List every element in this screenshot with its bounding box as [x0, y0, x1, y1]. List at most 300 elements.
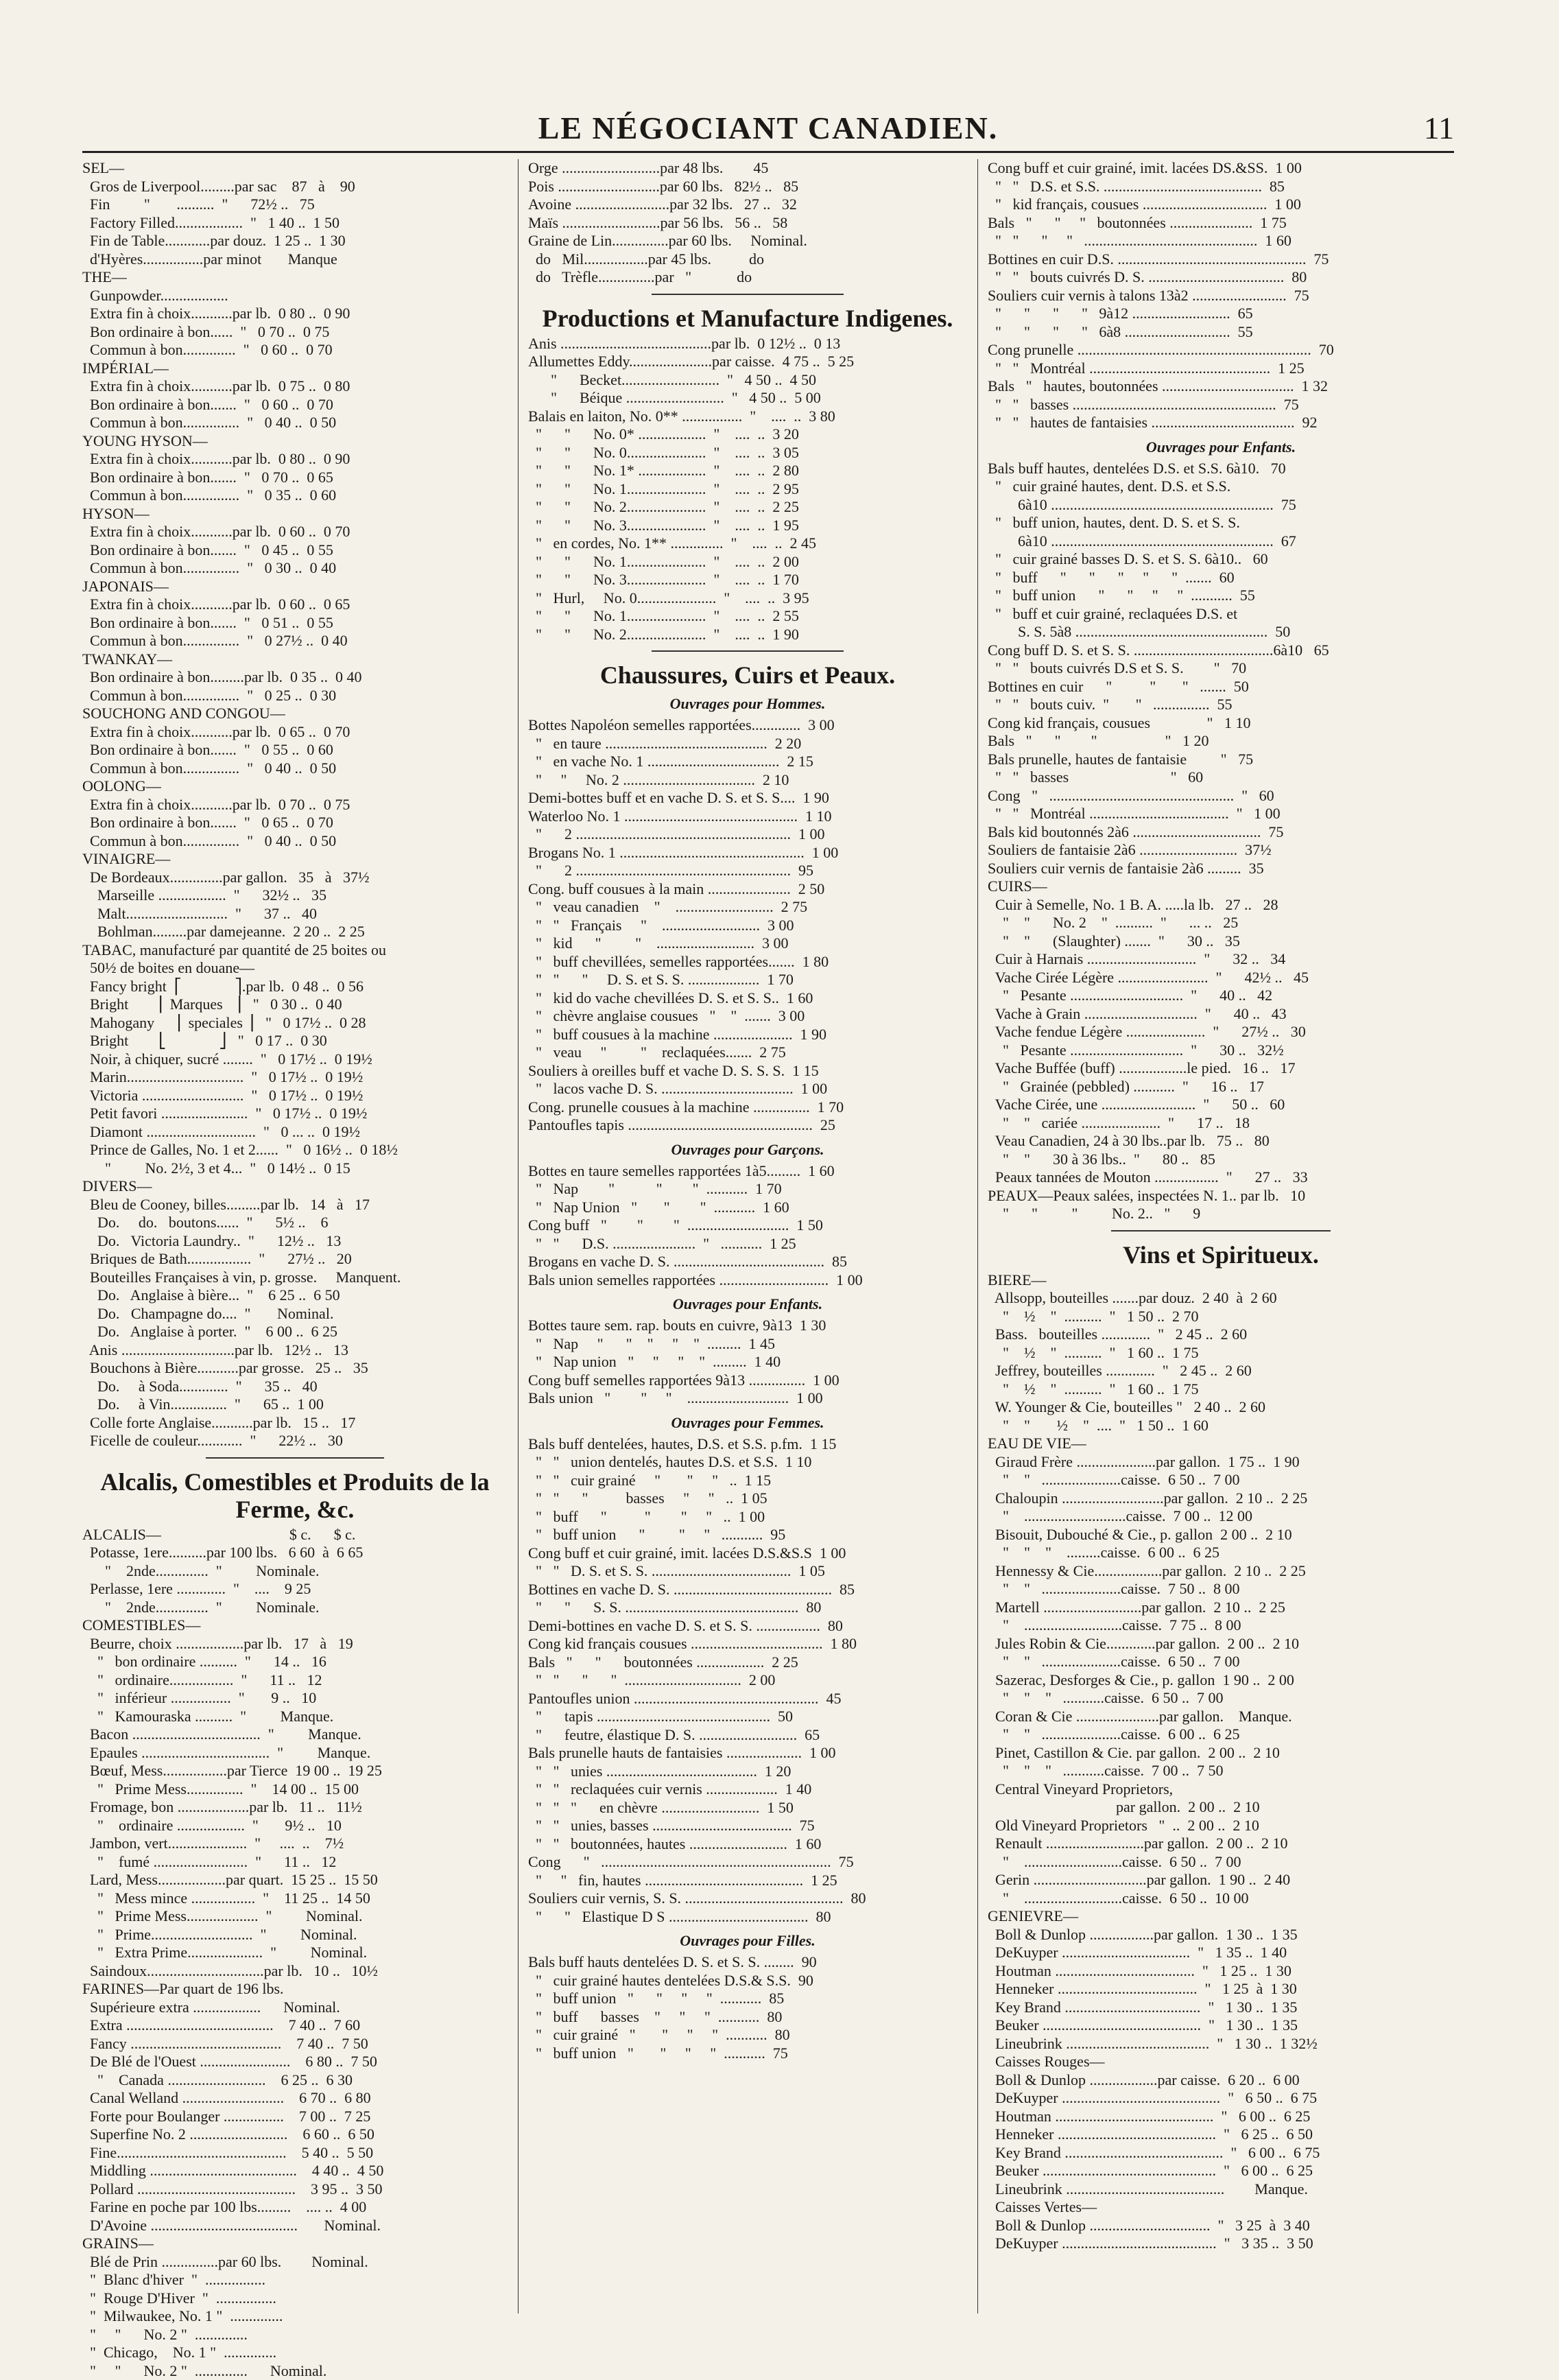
price-line: Marseille .................. " 32½ .. 35 [82, 886, 508, 905]
price-list-cuirs [988, 877, 1454, 1223]
price-line: Beurre, choix ..................par lb. 17 à 19 [82, 1635, 508, 1653]
price-line: OOLONG— [82, 777, 508, 796]
price-list-genievre [988, 1907, 1454, 2253]
price-line: " " ½ " .... " 1 50 .. 1 60 [988, 1417, 1454, 1435]
price-line: " " .....................caisse. 6 50 .. 7 00 [988, 1653, 1454, 1671]
price-line: Bœuf, Mess.................par Tierce 19 00 .. 19 25 [82, 1762, 508, 1780]
price-line: Jambon, vert..................... " .... .. 7½ [82, 1835, 508, 1853]
price-line: Fin de Table............par douz. 1 25 .. 1 30 [82, 232, 508, 250]
price-line: " " No. 1..................... " .... .. 2 55 [528, 607, 967, 626]
price-line: " " " en chèvre .......................... 1 50 [528, 1799, 967, 1817]
price-line: Bals " " " boutonnées ...................... 1 75 [988, 214, 1454, 233]
price-line: Bright ⎣ ⎦ " 0 17 .. 0 30 [82, 1032, 508, 1050]
price-line: " Béique .......................... " 4 50 .. 5 00 [528, 389, 967, 408]
price-line: Gunpowder.................. [82, 287, 508, 305]
price-line: Epaules .................................. " Manque. [82, 1744, 508, 1763]
price-line: Gerin ..............................par gallon. 1 90 .. 2 40 [988, 1871, 1454, 1889]
price-line: " " " No. 2.. " 9 [988, 1205, 1454, 1223]
price-line: Jeffrey, bouteilles ............. " 2 45 .. 2 60 [988, 1362, 1454, 1380]
price-line: " buff " " " " " ....... 60 [988, 569, 1454, 587]
price-line: Saindoux...............................par lb. 10 .. 10½ [82, 1962, 508, 1981]
price-line: " ½ " .......... " 1 60 .. 1 75 [988, 1380, 1454, 1399]
price-line: " kid français, cousues ................................. 1 00 [988, 196, 1454, 214]
price-line: " " cuir grainé " " " .. 1 15 [528, 1472, 967, 1490]
price-line: " " " " .............................................. 1 60 [988, 232, 1454, 250]
price-line: " Prime Mess............... " 14 00 .. 15 00 [82, 1780, 508, 1799]
price-line: Commun à bon............... " 0 40 .. 0 50 [82, 414, 508, 432]
price-line: YOUNG HYSON— [82, 432, 508, 451]
price-list-productions [528, 335, 967, 644]
price-line: " " Montréal ..................................... " 1 00 [988, 805, 1454, 823]
price-line: Bottines en cuir D.S. .................................................. 75 [988, 250, 1454, 269]
section-rule [1111, 1230, 1331, 1232]
price-line: Commun à bon............... " 0 27½ .. 0 40 [82, 632, 508, 650]
price-line: COMESTIBLES— [82, 1616, 508, 1635]
price-line: EAU DE VIE— [988, 1435, 1454, 1453]
price-line: Bottes taure sem. rap. bouts en cuivre, 9à13 1 30 [528, 1317, 967, 1335]
price-line: Bohlman.........par damejeanne. 2 20 .. 2 25 [82, 923, 508, 941]
price-line: " Blanc d'hiver " ................ [82, 2271, 508, 2289]
price-line: 6à10 ........................................................... 67 [988, 532, 1454, 551]
price-line: " fumé ......................... " 11 .. 12 [82, 1853, 508, 1872]
price-line: Commun à bon............... " 0 40 .. 0 50 [82, 759, 508, 778]
column-2 [528, 159, 967, 2062]
price-line: " " No. 1* .................. " .... .. 2 80 [528, 462, 967, 480]
subheading-men: Ouvrages pour Hommes. [528, 694, 967, 714]
price-line: Caisses Rouges— [988, 2053, 1454, 2071]
price-line: Extra fin à choix...........par lb. 0 80 .. 0 90 [82, 305, 508, 323]
price-line: Bottes en taure semelles rapportées 1à5......... 1 60 [528, 1162, 967, 1181]
price-line: Potasse, 1ere..........par 100 lbs. 6 60 à 6 65 [82, 1544, 508, 1562]
price-line: Bon ordinaire à bon....... " 0 65 .. 0 70 [82, 814, 508, 832]
price-line: Renault ..........................par gallon. 2 00 .. 2 10 [988, 1835, 1454, 1853]
price-line: Vache Buffée (buff) ..................le pied. 16 .. 17 [988, 1059, 1454, 1078]
price-line: FARINES—Par quart de 196 lbs. [82, 1980, 508, 1999]
price-line: Beuker .......................................... " 1 30 .. 1 35 [988, 2016, 1454, 2035]
price-line: Malt........................... " 37 .. 40 [82, 905, 508, 923]
price-line: Do. Champagne do.... " Nominal. [82, 1305, 508, 1323]
price-line: " " No. 2 " .............. [82, 2326, 508, 2344]
price-line: Souliers de fantaisie 2à6 .......................... 37½ [988, 841, 1454, 860]
price-line: " " No. 3..................... " .... .. 1 70 [528, 571, 967, 589]
price-line: TABAC, manufacturé par quantité de 25 boites ou [82, 941, 508, 960]
price-line: Anis ........................................par lb. 0 12½ .. 0 13 [528, 335, 967, 353]
price-line: " " 30 à 36 lbs.. " 80 .. 85 [988, 1151, 1454, 1169]
price-line: Key Brand .......................................... " 6 00 .. 6 75 [988, 2144, 1454, 2163]
price-line: THE— [82, 268, 508, 287]
price-line: " ..........................caisse. 6 50 .. 10 00 [988, 1889, 1454, 1908]
price-list-eau-de-vie [988, 1435, 1454, 1907]
price-line: " kid do vache chevillées D. S. et S. S.. 1 60 [528, 989, 967, 1008]
price-line: d'Hyères................par minot Manque [82, 250, 508, 269]
price-line: Bisouit, Dubouché & Cie., p. gallon 2 00 .. 2 10 [988, 1526, 1454, 1544]
price-line: Commun à bon.............. " 0 60 .. 0 70 [82, 341, 508, 360]
price-list-grains [528, 159, 967, 287]
price-line: Caisses Vertes— [988, 2198, 1454, 2217]
price-line: Pantoufles union ................................................. 45 [528, 1690, 967, 1708]
price-line: Souliers à oreilles buff et vache D. S. S. S. 1 15 [528, 1062, 967, 1081]
price-line: " buff et cuir grainé, reclaquées D.S. et [988, 605, 1454, 624]
price-line: " 2nde.............. " Nominale. [82, 1562, 508, 1581]
price-line: De Bordeaux..............par gallon. 35 à 37½ [82, 869, 508, 887]
price-line: Bass. bouteilles ............. " 2 45 .. 2 60 [988, 1326, 1454, 1344]
price-line: " buff cousues à la machine ..................... 1 90 [528, 1026, 967, 1044]
price-line: Cong kid français, cousues " 1 10 [988, 714, 1454, 733]
price-line: " buff union " " " ........... 95 [528, 1526, 967, 1544]
subheading-girls: Ouvrages pour Filles. [528, 1931, 967, 1951]
price-line: Do. Anglaise à bière... " 6 25 .. 6 50 [82, 1286, 508, 1305]
price-line: Mahogany ⎢ speciales ⎥ " 0 17½ .. 0 28 [82, 1014, 508, 1033]
price-line: Cong " ............................................................. 75 [528, 1853, 967, 1872]
price-line: Cuir à Harnais ............................. " 32 .. 34 [988, 950, 1454, 969]
section-rule [652, 294, 844, 295]
price-line: Bals " " " " 1 20 [988, 732, 1454, 751]
price-list-boys [528, 1162, 967, 1290]
price-line: " tapis .............................................. 50 [528, 1708, 967, 1726]
price-line: Pinet, Castillon & Cie. par gallon. 2 00 .. 2 10 [988, 1744, 1454, 1763]
price-line: Graine de Lin...............par 60 lbs. Nominal. [528, 232, 967, 250]
price-line: Balais en laiton, No. 0** ................ " .... .. 3 80 [528, 408, 967, 426]
price-line: " veau " " reclaquées....... 2 75 [528, 1044, 967, 1062]
price-line: " No. 2½, 3 et 4... " 0 14½ .. 0 15 [82, 1159, 508, 1178]
price-line: " 2 ......................................................... 95 [528, 862, 967, 880]
price-line: Vache à Grain .............................. " 40 .. 43 [988, 1005, 1454, 1024]
price-line: " " " basses " " .. 1 05 [528, 1489, 967, 1508]
section-rule [206, 1457, 384, 1459]
price-line: " Prime Mess................... " Nominal. [82, 1907, 508, 1926]
price-line: Bals buff hautes, dentelées D.S. et S.S. 6à10. 70 [988, 460, 1454, 478]
price-line: BIERE— [988, 1271, 1454, 1290]
price-line: JAPONAIS— [82, 578, 508, 596]
price-line: " " Montréal ................................................ 1 25 [988, 360, 1454, 378]
price-line: Old Vineyard Proprietors " .. 2 00 .. 2 10 [988, 1817, 1454, 1835]
price-line: VINAIGRE— [82, 850, 508, 869]
price-line: Gros de Liverpool.........par sac 87 à 90 [82, 178, 508, 196]
price-line: " ½ " .......... " 1 50 .. 2 70 [988, 1308, 1454, 1326]
price-line: " ordinaire................. " 11 .. 12 [82, 1671, 508, 1690]
price-line: Do. Anglaise à porter. " 6 00 .. 6 25 [82, 1323, 508, 1341]
price-line: Boll & Dunlop .................par gallon. 1 30 .. 1 35 [988, 1926, 1454, 1944]
price-line: " " Elastique D S ..................................... 80 [528, 1908, 967, 1927]
price-line: " " " " ............................... 2 00 [528, 1671, 967, 1690]
price-line: Do. do. boutons...... " 5½ .. 6 [82, 1214, 508, 1232]
price-line: Fancy ........................................ 7 40 .. 7 50 [82, 2035, 508, 2053]
price-line: " Milwaukee, No. 1 " .............. [82, 2307, 508, 2326]
price-list-salt-tea-misc [82, 159, 508, 1450]
price-line: CUIRS— [988, 877, 1454, 896]
price-line: Henneker .......................................... " 6 25 .. 6 50 [988, 2125, 1454, 2144]
price-line: " cuir grainé hautes, dent. D.S. et S.S. [988, 478, 1454, 496]
price-line: DeKuyper .......................................... " 6 50 .. 6 75 [988, 2089, 1454, 2108]
price-line: Cong buff semelles rapportées 9à13 ............... 1 00 [528, 1371, 967, 1390]
price-line: " Pesante .............................. " 30 .. 32½ [988, 1041, 1454, 1060]
price-line: GENIEVRE— [988, 1907, 1454, 1926]
price-line: 6à10 ........................................................... 75 [988, 496, 1454, 515]
price-line: Souliers cuir vernis de fantaisie 2à6 ......... 35 [988, 860, 1454, 878]
price-line: Extra fin à choix...........par lb. 0 60 .. 0 65 [82, 596, 508, 614]
price-line: " " No. 2 ................................... 2 10 [528, 771, 967, 790]
price-line: Bon ordinaire à bon.........par lb. 0 35 .. 0 40 [82, 668, 508, 687]
price-line: Briques de Bath................. " 27½ .. 20 [82, 1250, 508, 1269]
price-line: " Becket.......................... " 4 50 .. 4 50 [528, 371, 967, 390]
column-divider [518, 159, 519, 2313]
price-line: Diamont ............................. " 0 ... .. 0 19½ [82, 1123, 508, 1142]
price-line: " Prime........................... " Nominal. [82, 1926, 508, 1944]
price-line: Fancy bright ⎡ ⎤.par lb. 0 48 .. 0 56 [82, 978, 508, 996]
price-line: " cuir grainé hautes dentelées D.S.& S.S. 90 [528, 1972, 967, 1990]
price-line: " " .....................caisse. 7 50 .. 8 00 [988, 1580, 1454, 1599]
price-line: " " No. 0..................... " .... .. 3 05 [528, 444, 967, 462]
price-line: Bals prunelle, hautes de fantaisie " 75 [988, 751, 1454, 769]
price-line: " " bouts cuiv. " " ............... 55 [988, 696, 1454, 714]
price-line: GRAINS— [82, 2235, 508, 2253]
price-line: Noir, à chiquer, sucré ........ " 0 17½ .. 0 19½ [82, 1050, 508, 1069]
price-line: Bon ordinaire à bon...... " 0 70 .. 0 75 [82, 323, 508, 342]
price-line: Allumettes Eddy......................par caisse. 4 75 .. 5 25 [528, 353, 967, 371]
price-line: " Grainée (pebbled) ........... " 16 .. 17 [988, 1078, 1454, 1096]
price-line: W. Younger & Cie, bouteilles " 2 40 .. 2 60 [988, 1398, 1454, 1417]
price-line: Bottines en vache D. S. .......................................... 85 [528, 1581, 967, 1599]
price-line: " Nap " " " ........... 1 70 [528, 1180, 967, 1199]
price-line: " " fin, hautes .......................................... 1 25 [528, 1872, 967, 1890]
price-line: " ...........................caisse. 7 00 .. 12 00 [988, 1507, 1454, 1526]
price-line: " " .....................caisse. 6 50 .. 7 00 [988, 1471, 1454, 1489]
price-line: " " D. S. et S. S. ..................................... 1 05 [528, 1562, 967, 1581]
section-heading-vins: Vins et Spiritueux. [988, 1241, 1454, 1269]
price-line: Colle forte Anglaise...........par lb. 15 .. 17 [82, 1414, 508, 1433]
price-line: Petit favori ....................... " 0 17½ .. 0 19½ [82, 1105, 508, 1123]
price-line: Pollard .......................................... 3 95 .. 3 50 [82, 2180, 508, 2199]
price-line: " en vache No. 1 ................................... 2 15 [528, 753, 967, 771]
price-line: Bals kid boutonnés 2à6 .................................. 75 [988, 823, 1454, 842]
price-line: Bals buff hauts dentelées D. S. et S. S. ........ 90 [528, 1953, 967, 1972]
price-line: SEL— [82, 159, 508, 178]
price-line: " " No. 0* .................. " .... .. 3 20 [528, 425, 967, 444]
price-line: Cong " ................................................. " 60 [988, 787, 1454, 805]
subheading-boys: Ouvrages pour Garçons. [528, 1140, 967, 1159]
price-line: Houtman .......................................... " 6 00 .. 6 25 [988, 2108, 1454, 2126]
price-line: Blé de Prin ...............par 60 lbs. Nominal. [82, 2253, 508, 2272]
price-line: " ½ " .......... " 1 60 .. 1 75 [988, 1344, 1454, 1363]
price-line: Perlasse, 1ere ............. " .... 9 25 [82, 1580, 508, 1599]
price-line: Commun à bon............... " 0 40 .. 0 50 [82, 832, 508, 851]
price-line: " Nap " " " " " ......... 1 45 [528, 1335, 967, 1354]
section-rule [652, 650, 844, 652]
price-line: par gallon. 2 00 .. 2 10 [988, 1798, 1454, 1817]
price-line: " " No. 2..................... " .... .. 2 25 [528, 498, 967, 517]
price-line: Chaloupin ...........................par gallon. 2 10 .. 2 25 [988, 1489, 1454, 1508]
price-line: Supérieure extra .................. Nominal. [82, 1999, 508, 2017]
price-line: DIVERS— [82, 1177, 508, 1196]
price-line: Extra fin à choix...........par lb. 0 65 .. 0 70 [82, 723, 508, 742]
section-heading-chaussures: Chaussures, Cuirs et Peaux. [528, 661, 967, 689]
price-line: Superfine No. 2 .......................... 6 60 .. 6 50 [82, 2125, 508, 2144]
price-line: " Chicago, No. 1 " .............. [82, 2344, 508, 2362]
price-line: " " basses ...................................................... 75 [988, 396, 1454, 414]
price-line: Martell ..........................par gallon. 2 10 .. 2 25 [988, 1599, 1454, 1617]
price-line: " " hautes de fantaisies ...................................... 92 [988, 414, 1454, 432]
price-line: " " " .........caisse. 6 00 .. 6 25 [988, 1544, 1454, 1562]
price-line: Extra fin à choix...........par lb. 0 70 .. 0 75 [82, 796, 508, 814]
price-line: Lard, Mess..................par quart. 15 25 .. 15 50 [82, 1871, 508, 1889]
price-line: " veau canadien " .......................... 2 75 [528, 898, 967, 917]
price-line: " " (Slaughter) ....... " 30 .. 35 [988, 932, 1454, 951]
price-line: " " No. 2 " .............. Nominal. [82, 2362, 508, 2380]
price-line: S. S. 5à8 ................................................... 50 [988, 623, 1454, 641]
price-line: " ..........................caisse. 6 50 .. 7 00 [988, 1853, 1454, 1872]
price-line: " buff union, hautes, dent. D. S. et S. S. [988, 514, 1454, 532]
price-line: Cong buff et cuir grainé, imit. lacées D.S.&S.S 1 00 [528, 1544, 967, 1563]
price-line: Demi-bottines en vache D. S. et S. S. ................. 80 [528, 1617, 967, 1636]
price-line: " " boutonnées, hautes .......................... 1 60 [528, 1835, 967, 1854]
price-line: " en taure ........................................... 2 20 [528, 735, 967, 753]
price-line: Vache Cirée, une ......................... " 50 .. 60 [988, 1096, 1454, 1114]
price-line: " " basses " 60 [988, 768, 1454, 787]
price-line: Bals union semelles rapportées ............................. 1 00 [528, 1271, 967, 1290]
price-line: Bottines en cuir " " " ....... 50 [988, 678, 1454, 696]
price-line: " " " ...........caisse. 7 00 .. 7 50 [988, 1762, 1454, 1780]
price-list-children [528, 1317, 967, 1408]
price-list-men [528, 716, 967, 1135]
price-line: Bleu de Cooney, billes.........par lb. 14 à 17 [82, 1196, 508, 1214]
price-line: Anis ..............................par lb. 12½ .. 13 [82, 1341, 508, 1360]
price-line: " " No. 3..................... " .... .. 1 95 [528, 517, 967, 535]
section-heading-productions: Productions et Manufacture Indigenes. [528, 305, 967, 332]
price-line: Boll & Dunlop ..................par caisse. 6 20 .. 6 00 [988, 2071, 1454, 2090]
price-line: " 2nde.............. " Nominale. [82, 1599, 508, 1617]
price-line: Henneker ..................................... " 1 25 à 1 30 [988, 1980, 1454, 1999]
price-line: " buff union " " " " ........... 85 [528, 1990, 967, 2008]
price-line: Pois ...........................par 60 lbs. 82½ .. 85 [528, 178, 967, 196]
column-divider [977, 159, 978, 2313]
price-line: " buff union " " " " ........... 75 [528, 2045, 967, 2063]
price-line: Fin " .......... " 72½ .. 75 [82, 196, 508, 214]
price-line: " 2 ......................................................... 1 00 [528, 825, 967, 844]
price-line: Bright ⎢ Marques ⎥ " 0 30 .. 0 40 [82, 995, 508, 1014]
subheading-children: Ouvrages pour Enfants. [528, 1295, 967, 1314]
price-line: Bals union " " " ........................... 1 00 [528, 1389, 967, 1408]
price-line: " inférieur ................ " 9 .. 10 [82, 1689, 508, 1708]
price-line: Canal Welland ........................... 6 70 .. 6 80 [82, 2089, 508, 2108]
price-line: Commun à bon............... " 0 25 .. 0 30 [82, 687, 508, 705]
price-line: Victoria ........................... " 0 17½ .. 0 19½ [82, 1087, 508, 1105]
price-line: " " No. 2..................... " .... .. 1 90 [528, 626, 967, 644]
price-line: " Nap Union " " " ........... 1 60 [528, 1199, 967, 1217]
price-line: Fine............................................. 5 40 .. 5 50 [82, 2144, 508, 2163]
price-line: " ..........................caisse. 7 75 .. 8 00 [988, 1616, 1454, 1635]
price-line: " Kamouraska .......... " Manque. [82, 1708, 508, 1726]
price-line: Bon ordinaire à bon....... " 0 70 .. 0 65 [82, 469, 508, 487]
price-line: Extra fin à choix...........par lb. 0 60 .. 0 70 [82, 523, 508, 541]
price-line: " " S. S. .............................................. 80 [528, 1599, 967, 1617]
price-line: " feutre, élastique D. S. .......................... 65 [528, 1726, 967, 1745]
price-line: Brogans en vache D. S. ........................................ 85 [528, 1253, 967, 1271]
price-line: " lacos vache D. S. ................................... 1 00 [528, 1080, 967, 1098]
price-line: Prince de Galles, No. 1 et 2...... " 0 16½ .. 0 18½ [82, 1141, 508, 1159]
price-line: Peaux tannées de Mouton ................. " 27 .. 33 [988, 1168, 1454, 1187]
price-line: Hennessy & Cie..................par gallon. 2 10 .. 2 25 [988, 1562, 1454, 1581]
price-line: DeKuyper .................................. " 1 35 .. 1 40 [988, 1944, 1454, 1962]
price-line: Fromage, bon ...................par lb. 11 .. 11½ [82, 1798, 508, 1817]
price-line: " " bouts cuivrés D. S. .................................... 80 [988, 268, 1454, 287]
price-line: " " " D. S. et S. S. ................... 1 70 [528, 971, 967, 989]
price-line: " Nap union " " " " ......... 1 40 [528, 1353, 967, 1371]
section-heading-alcalis: Alcalis, Comestibles et Produits de la Ferme, &c. [82, 1468, 508, 1523]
price-line: Bon ordinaire à bon....... " 0 45 .. 0 55 [82, 541, 508, 560]
price-line: Brogans No. 1 ................................................. 1 00 [528, 844, 967, 862]
header-rule [82, 151, 1454, 153]
price-line: Allsopp, bouteilles .......par douz. 2 40 à 2 60 [988, 1289, 1454, 1308]
price-line: TWANKAY— [82, 650, 508, 669]
price-line: Vache fendue Légère ..................... " 27½ .. 30 [988, 1023, 1454, 1041]
price-line: " cuir grainé basses D. S. et S. S. 6à10.. 60 [988, 550, 1454, 569]
price-line: " " bouts cuivrés D.S et S. S. " 70 [988, 659, 1454, 678]
price-line: Vache Cirée Légère ........................ " 42½ .. 45 [988, 969, 1454, 987]
price-line: Bals prunelle hauts de fantaisies .................... 1 00 [528, 1744, 967, 1763]
price-line: IMPÉRIAL— [82, 360, 508, 378]
price-line: Souliers cuir vernis, S. S. .......................................... 80 [528, 1889, 967, 1908]
price-line: Do. à Soda............. " 35 .. 40 [82, 1378, 508, 1396]
price-line: D'Avoine ....................................... Nominal. [82, 2217, 508, 2235]
price-line: " " Français " .......................... 3 00 [528, 917, 967, 935]
price-line: Veau Canadien, 24 à 30 lbs..par lb. 75 .. 80 [988, 1132, 1454, 1151]
price-line: Ficelle de couleur............ " 22½ .. 30 [82, 1432, 508, 1450]
price-line: Central Vineyard Proprietors, [988, 1780, 1454, 1799]
price-line: Bon ordinaire à bon....... " 0 55 .. 0 60 [82, 741, 508, 759]
price-line: Bon ordinaire à bon....... " 0 51 .. 0 55 [82, 614, 508, 633]
price-line: Avoine .........................par 32 lbs. 27 .. 32 [528, 196, 967, 214]
subheading-women: Ouvrages pour Femmes. [528, 1413, 967, 1433]
price-line: " Pesante .............................. " 40 .. 42 [988, 987, 1454, 1005]
price-line: Bacon .................................. " Manque. [82, 1725, 508, 1744]
price-line: Extra ....................................... 7 40 .. 7 60 [82, 2016, 508, 2035]
price-line: Bals " hautes, boutonnées ................................... 1 32 [988, 377, 1454, 396]
price-line: Jules Robin & Cie.............par gallon. 2 00 .. 2 10 [988, 1635, 1454, 1653]
price-line: De Blé de l'Ouest ........................ 6 80 .. 7 50 [82, 2053, 508, 2071]
price-line: Maïs ..........................par 56 lbs. 56 .. 58 [528, 214, 967, 233]
price-line: " cuir grainé " " " " ........... 80 [528, 2026, 967, 2045]
price-line: " " " ...........caisse. 6 50 .. 7 00 [988, 1689, 1454, 1708]
price-line: " " union dentelés, hautes D.S. et S.S. 1 10 [528, 1453, 967, 1472]
price-line: Bals buff dentelées, hautes, D.S. et S.S. p.fm. 1 15 [528, 1435, 967, 1454]
price-line: HYSON— [82, 505, 508, 523]
price-line: " Canada .......................... 6 25 .. 6 30 [82, 2071, 508, 2090]
price-line: Extra fin à choix...........par lb. 0 75 .. 0 80 [82, 377, 508, 396]
price-line: Cuir à Semelle, No. 1 B. A. .....la lb. 27 .. 28 [988, 896, 1454, 915]
price-line: do Mil.................par 45 lbs. do [528, 250, 967, 269]
price-line: Waterloo No. 1 .............................................. 1 10 [528, 808, 967, 826]
price-line: Farine en poche par 100 lbs......... .... .. 4 00 [82, 2198, 508, 2217]
price-line: " " " " 9à12 .......................... 65 [988, 305, 1454, 323]
price-line: Commun à bon............... " 0 35 .. 0 60 [82, 486, 508, 505]
price-line: " " D.S. et S.S. .......................................... 85 [988, 178, 1454, 196]
price-line: Cong buff et cuir grainé, imit. lacées DS.&SS. 1 00 [988, 159, 1454, 178]
price-line: Lineubrink .......................................... Manque. [988, 2180, 1454, 2199]
price-line: Cong kid français cousues ................................... 1 80 [528, 1635, 967, 1653]
price-line: DeKuyper ......................................... " 3 35 .. 3 50 [988, 2235, 1454, 2253]
price-line: " " reclaquées cuir vernis ................... 1 40 [528, 1780, 967, 1799]
price-list-shoes-cont [988, 159, 1454, 432]
price-line: ALCALIS— $ c. $ c. [82, 1526, 508, 1544]
price-line: Souliers cuir vernis à talons 13à2 ......................... 75 [988, 287, 1454, 305]
price-line: " " .....................caisse. 6 00 .. 6 25 [988, 1725, 1454, 1744]
price-line: Do. à Vin............... " 65 .. 1 00 [82, 1395, 508, 1414]
price-line: Middling ....................................... 4 40 .. 4 50 [82, 2162, 508, 2180]
price-list-children-shoes [988, 460, 1454, 878]
price-line: Cong prunelle .............................................................. 70 [988, 341, 1454, 360]
price-line: Coran & Cie ......................par gallon. Manque. [988, 1708, 1454, 1726]
price-line: Cong buff D. S. et S. S. .....................................6à10 65 [988, 641, 1454, 660]
